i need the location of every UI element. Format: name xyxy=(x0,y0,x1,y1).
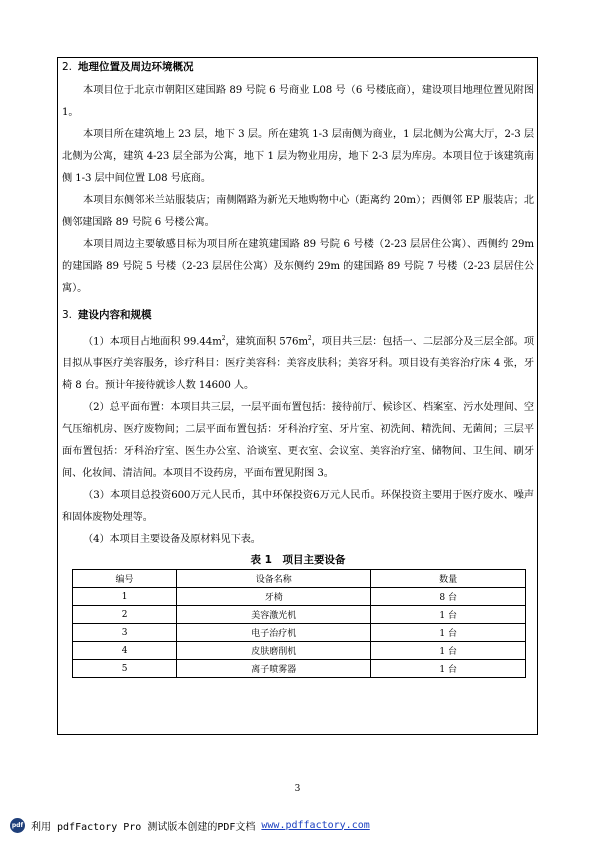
section-2-paragraph: 本项目东侧邻米兰站服装店；南侧隔路为新光天地购物中心（距离约 20m）；西侧邻 EP 服装店；北侧邻建国路 89 号院 6 号楼公寓。 xyxy=(62,195,534,228)
section-2-paragraph: 本项目所在建筑地上 23 层，地下 3 层。所在建筑 1-3 层南侧为商业，1 层北侧为公寓大厅，2-3 层北侧为公寓，建筑 4-23 层全部为公寓，地下 1 层为物业用房，地下 2-3 层为库房。本项目位于该建筑南侧 1-3 层中间位置 L08 号底商。 xyxy=(62,129,534,184)
equipment-table xyxy=(72,569,526,678)
section-3-paragraph: （2）总平面布置：本项目共三层，一层平面布置包括：接待前厅、候诊区、档案室、污水处理间、空气压缩机房、医疗废物间；二层平面布置包括：牙科治疗室、牙片室、初洗间、精洗间、无菌间；三层平面布置包括：牙科治疗室、医生办公室、洽谈室、更衣室、会议室、美容治疗室、储物间、卫生间、刷牙间、化妆间、清洁间。本项目不设药房，平面布置见附图 3。 xyxy=(62,402,534,480)
table-cell: 2 xyxy=(73,606,177,624)
table-row xyxy=(73,660,526,678)
table-row xyxy=(73,624,526,642)
section-2-number: 2. xyxy=(62,61,73,73)
table-cell: 离子喷雾器 xyxy=(177,660,371,678)
document-body xyxy=(62,60,534,678)
table-row xyxy=(73,642,526,660)
superscript: 2 xyxy=(307,335,312,342)
table-cell: 牙椅 xyxy=(177,588,371,606)
table-cell: 1 台 xyxy=(371,660,526,678)
table-header-cell: 编号 xyxy=(73,570,177,588)
table-cell: 1 台 xyxy=(371,624,526,642)
page-number: 3 xyxy=(294,784,301,794)
table-cell: 8 台 xyxy=(371,588,526,606)
table-header-row xyxy=(73,570,526,588)
table-cell: 美容激光机 xyxy=(177,606,371,624)
section-3-title: 建设内容和规模 xyxy=(78,309,152,321)
superscript: 2 xyxy=(221,335,226,342)
table-cell: 1 xyxy=(73,588,177,606)
section-3-paragraph xyxy=(62,328,534,397)
text-run: ，项目共三层：包括一、二层部分及三层全部。项目拟从事医疗美容服务，诊疗科目：医疗美容科：美容皮肤科；美容牙科。项目设有美容治疗床 4 张，牙椅 8 台。预计年接待就诊人数 14600 人。 xyxy=(62,336,534,392)
table-cell: 1 台 xyxy=(371,642,526,660)
table-row xyxy=(73,588,526,606)
section-2-paragraph: 本项目位于北京市朝阳区建国路 89 号院 6 号商业 L08 号（6 号楼底商），建设项目地理位置见附图 1。 xyxy=(62,85,534,118)
table-row xyxy=(73,606,526,624)
section-3-number: 3. xyxy=(62,309,73,321)
table-cell: 4 xyxy=(73,642,177,660)
footer-link[interactable]: www.pdffactory.com xyxy=(261,819,370,831)
pdf-watermark-footer xyxy=(10,817,370,833)
section-3-paragraph: （4）本项目主要设备及原材料见下表。 xyxy=(83,534,261,546)
table-cell: 电子治疗机 xyxy=(177,624,371,642)
text-run: （1）本项目占地面积 99.44m xyxy=(83,336,222,348)
table-cell: 5 xyxy=(73,660,177,678)
table-header-cell: 设备名称 xyxy=(177,570,371,588)
section-3-heading xyxy=(62,308,534,322)
footer-text: 利用 pdfFactory Pro 测试版本创建的PDF文档 xyxy=(31,821,256,833)
pdffactory-logo-icon: pdf xyxy=(10,818,25,833)
section-3-paragraph: （3）本项目总投资600万元人民币，其中环保投资6万元人民币。环保投资主要用于医疗废水、噪声和固体废物处理等。 xyxy=(62,490,534,524)
table-cell: 3 xyxy=(73,624,177,642)
section-2-paragraph: 本项目周边主要敏感目标为项目所在建筑建国路 89 号院 6 号楼（2-23 层居住公寓）、西侧约 29m 的建国路 89 号院 5 号楼（2-23 层居住公寓）及东侧约 29m 的建国路 89 号院 7 号楼（2-23 层居住公寓）。 xyxy=(62,239,534,294)
text-run: ，建筑面积 576m xyxy=(225,336,308,348)
section-2-title: 地理位置及周边环境概况 xyxy=(78,61,194,73)
table-title: 表 1 项目主要设备 xyxy=(250,554,346,567)
table-cell: 1 台 xyxy=(371,606,526,624)
section-2-heading xyxy=(62,60,534,74)
table-cell: 皮肤磨削机 xyxy=(177,642,371,660)
table-header-cell: 数量 xyxy=(371,570,526,588)
